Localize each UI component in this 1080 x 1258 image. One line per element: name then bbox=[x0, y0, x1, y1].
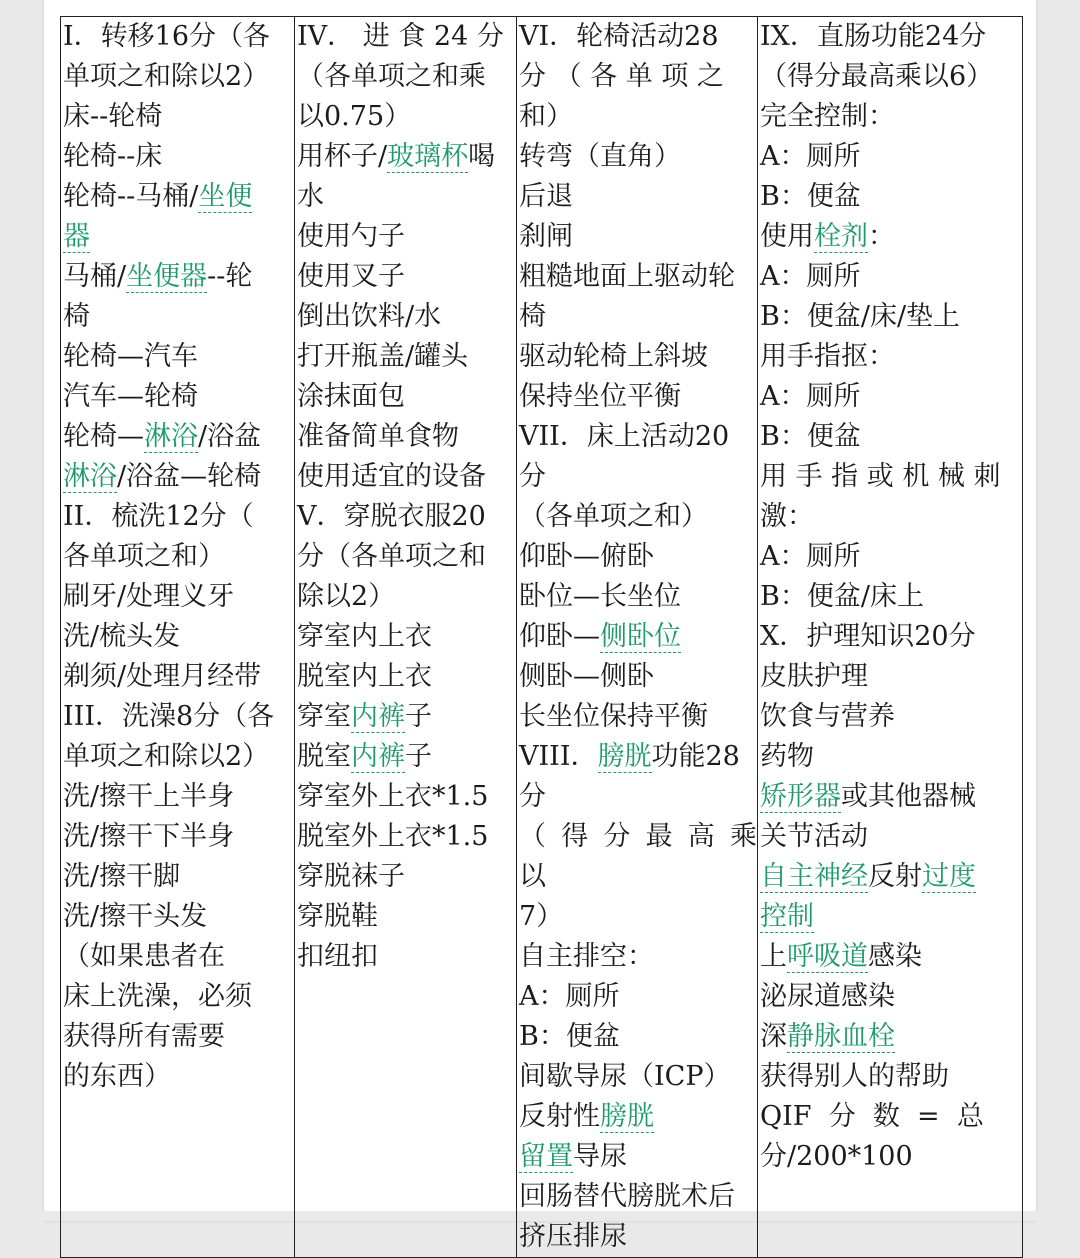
column-transfer-grooming-bathing bbox=[61, 17, 295, 1258]
text-span: 穿脱鞋 bbox=[297, 901, 378, 932]
table-line bbox=[760, 537, 1022, 577]
table-line bbox=[297, 297, 516, 337]
text-span: 使用 bbox=[760, 221, 814, 252]
text-span: 分（各单项之和 bbox=[297, 541, 486, 572]
text-span: B：便盆/床/垫上 bbox=[760, 301, 961, 332]
table-line bbox=[297, 937, 516, 977]
table-line bbox=[297, 337, 516, 377]
table-line bbox=[63, 977, 294, 1017]
text-span: /浴盆 bbox=[198, 421, 262, 452]
table-line bbox=[760, 1017, 1022, 1057]
table-line bbox=[519, 177, 757, 217]
text-span: 反射性 bbox=[519, 1101, 600, 1132]
text-span: 间歇导尿（ICP） bbox=[519, 1061, 731, 1092]
text-span: 使用叉子 bbox=[297, 261, 405, 292]
text-span: 子 bbox=[405, 741, 432, 772]
table-line bbox=[519, 817, 757, 897]
text-span: 饮食与营养 bbox=[760, 701, 895, 732]
text-span: 单项之和除以2） bbox=[63, 61, 270, 92]
text-span: 的东西） bbox=[63, 1061, 171, 1092]
text-span: IV． 进 食 24 分 bbox=[297, 21, 504, 52]
table-line bbox=[519, 1217, 757, 1257]
table-line bbox=[297, 897, 516, 937]
table-line bbox=[760, 977, 1022, 1017]
text-span: 穿室内上衣 bbox=[297, 621, 432, 652]
text-span: 椅 bbox=[63, 301, 90, 332]
keyword-link[interactable]: 淋浴 bbox=[144, 421, 198, 452]
text-span: 泌尿道感染 bbox=[760, 981, 895, 1012]
text-span: 或其他器械 bbox=[841, 781, 976, 812]
text-span: IX．直肠功能24分 bbox=[760, 21, 987, 52]
text-span: 感染 bbox=[868, 941, 922, 972]
text-span: 用杯子/ bbox=[297, 141, 388, 172]
table-line bbox=[519, 1017, 757, 1057]
keyword-link[interactable]: 坐便器 bbox=[126, 261, 208, 292]
text-span: V．穿脱衣服20 bbox=[297, 501, 486, 532]
text-span: 转弯（直角） bbox=[519, 141, 681, 172]
table-line bbox=[63, 137, 294, 177]
table-line bbox=[519, 1097, 757, 1137]
text-span: 使用适宜的设备 bbox=[297, 461, 486, 492]
table-line bbox=[297, 417, 516, 457]
table-line bbox=[519, 777, 757, 817]
table-line bbox=[63, 657, 294, 697]
table-line bbox=[63, 257, 294, 297]
text-span: 挤压排尿 bbox=[519, 1221, 627, 1252]
text-span: 马桶/ bbox=[63, 261, 127, 292]
table-line bbox=[63, 297, 294, 337]
table-line bbox=[519, 1057, 757, 1097]
qif-score-table bbox=[60, 16, 1023, 1258]
text-span: 长坐位保持平衡 bbox=[519, 701, 708, 732]
text-span: --轮 bbox=[207, 261, 253, 292]
text-span: 汽车—轮椅 bbox=[63, 381, 198, 412]
text-span: （ 得 分 最 高 乘 以 bbox=[519, 821, 757, 892]
table-line bbox=[63, 17, 294, 57]
text-span: 床上洗澡，必须 bbox=[63, 981, 252, 1012]
table-line bbox=[760, 657, 1022, 697]
text-span: 穿室外上衣*1.5 bbox=[297, 781, 489, 812]
table-line bbox=[63, 737, 294, 777]
table-line bbox=[519, 417, 757, 457]
text-span: A：厕所 bbox=[760, 541, 861, 572]
table-line bbox=[760, 817, 1022, 857]
table-line bbox=[760, 97, 1022, 137]
table-line bbox=[760, 1137, 1022, 1177]
text-span: （得分最高乘以6） bbox=[760, 61, 994, 92]
text-span: 涂抹面包 bbox=[297, 381, 405, 412]
table-line bbox=[519, 1137, 757, 1177]
table-line bbox=[63, 377, 294, 417]
text-span: 完全控制： bbox=[760, 101, 895, 132]
keyword-link[interactable]: 自主神经 bbox=[760, 861, 868, 892]
keyword-link[interactable]: 控制 bbox=[760, 901, 814, 932]
table-line bbox=[63, 217, 294, 257]
table-line bbox=[519, 897, 757, 937]
text-span: 子 bbox=[405, 701, 432, 732]
text-span: A：厕所 bbox=[760, 141, 861, 172]
text-span: B：便盆/床上 bbox=[760, 581, 924, 612]
table-line bbox=[297, 857, 516, 897]
table-line bbox=[519, 217, 757, 257]
text-span: A：厕所 bbox=[760, 261, 861, 292]
table-line bbox=[63, 337, 294, 377]
text-span: A：厕所 bbox=[519, 981, 620, 1012]
text-span: QIF 分 数 = 总 bbox=[760, 1101, 984, 1132]
text-span: 和） bbox=[519, 101, 573, 132]
table-line bbox=[760, 457, 1022, 497]
table-line bbox=[519, 1177, 757, 1217]
table-line bbox=[519, 377, 757, 417]
table-line bbox=[760, 377, 1022, 417]
text-span: 分 bbox=[519, 781, 546, 812]
table-line bbox=[63, 497, 294, 537]
table-line bbox=[63, 1057, 294, 1097]
table-line bbox=[297, 817, 516, 857]
keyword-link[interactable]: 留置 bbox=[519, 1141, 573, 1172]
text-span: 功能28 bbox=[651, 741, 740, 772]
text-span: 扣纽扣 bbox=[297, 941, 378, 972]
keyword-link[interactable]: 膀胱 bbox=[600, 1101, 654, 1132]
table-line bbox=[297, 617, 516, 657]
text-span: 用手指抠： bbox=[760, 341, 895, 372]
text-span: 卧位—长坐位 bbox=[519, 581, 681, 612]
keyword-link[interactable]: 过度 bbox=[922, 861, 976, 892]
text-span: 轮椅— bbox=[63, 421, 144, 452]
text-span: 轮椅--床 bbox=[63, 141, 163, 172]
table-line bbox=[760, 737, 1022, 777]
table-line bbox=[63, 417, 294, 457]
table-line bbox=[63, 697, 294, 737]
keyword-link[interactable]: 矫形器 bbox=[760, 781, 841, 812]
table-line bbox=[297, 777, 516, 817]
keyword-link[interactable]: 膀胱 bbox=[597, 741, 652, 772]
table-line bbox=[297, 537, 516, 577]
text-span: 导尿 bbox=[573, 1141, 627, 1172]
text-span: 反射 bbox=[868, 861, 922, 892]
table-line bbox=[63, 177, 294, 217]
table-line bbox=[760, 417, 1022, 457]
text-span: 脱室 bbox=[297, 741, 351, 772]
table-line bbox=[519, 617, 757, 657]
table-line bbox=[63, 897, 294, 937]
text-span: 轮椅—汽车 bbox=[63, 341, 198, 372]
table-line bbox=[519, 737, 757, 777]
table-line bbox=[519, 577, 757, 617]
table-line bbox=[760, 617, 1022, 657]
table-line bbox=[297, 737, 516, 777]
text-span: 关节活动 bbox=[760, 821, 868, 852]
text-span: 轮椅--马桶/ bbox=[63, 181, 199, 212]
keyword-link[interactable]: 淋浴 bbox=[63, 461, 117, 492]
text-span: 除以2） bbox=[297, 581, 396, 612]
text-span: 倒出饮料/水 bbox=[297, 301, 442, 332]
table-line bbox=[297, 697, 516, 737]
keyword-link[interactable]: 侧卧位 bbox=[600, 621, 681, 652]
keyword-link[interactable]: 器 bbox=[63, 221, 90, 252]
table-line bbox=[63, 457, 294, 497]
table-line bbox=[297, 177, 516, 217]
column-bowel-knowledge bbox=[758, 17, 1023, 1258]
text-span: 仰卧— bbox=[519, 621, 600, 652]
table-line bbox=[297, 57, 516, 97]
column-eating-dressing bbox=[295, 17, 517, 1258]
text-span: 皮肤护理 bbox=[760, 661, 868, 692]
keyword-link[interactable]: 内裤 bbox=[351, 741, 405, 772]
text-span: /浴盆—轮椅 bbox=[117, 461, 262, 492]
table-line bbox=[519, 937, 757, 977]
table-line bbox=[297, 137, 516, 177]
table-line bbox=[63, 937, 294, 977]
text-span: （如果患者在 bbox=[63, 941, 225, 972]
text-span: 深 bbox=[760, 1021, 787, 1052]
text-span: 驱动轮椅上斜坡 bbox=[519, 341, 708, 372]
text-span: 7） bbox=[519, 901, 564, 932]
table-line bbox=[63, 97, 294, 137]
table-line bbox=[519, 537, 757, 577]
table-line bbox=[519, 497, 757, 537]
text-span: III．洗澡8分（各 bbox=[63, 701, 275, 732]
text-span: X．护理知识20分 bbox=[760, 621, 976, 652]
keyword-link[interactable]: 栓剂 bbox=[814, 221, 868, 252]
text-span: 刷牙/处理义牙 bbox=[63, 581, 235, 612]
text-span: 后退 bbox=[519, 181, 573, 212]
table-line bbox=[760, 777, 1022, 817]
text-span: 穿室 bbox=[297, 701, 351, 732]
text-span: 刹闸 bbox=[519, 221, 573, 252]
text-span: 洗/擦干下半身 bbox=[63, 821, 235, 852]
text-span: VI．轮椅活动28 bbox=[519, 21, 719, 52]
table-line bbox=[519, 337, 757, 377]
table-line bbox=[297, 577, 516, 617]
table-line bbox=[297, 217, 516, 257]
table-line bbox=[63, 577, 294, 617]
text-span: I．转移16分（各 bbox=[63, 21, 271, 52]
text-span: 药物 bbox=[760, 741, 814, 772]
text-span: （各单项之和） bbox=[519, 501, 708, 532]
table-line bbox=[63, 57, 294, 97]
text-span: 保持坐位平衡 bbox=[519, 381, 681, 412]
text-span: 获得别人的帮助 bbox=[760, 1061, 949, 1092]
table-line bbox=[760, 17, 1022, 57]
table-line bbox=[760, 1057, 1022, 1097]
keyword-link[interactable]: 呼吸道 bbox=[787, 941, 868, 972]
text-span: 回肠替代膀胱术后 bbox=[519, 1181, 735, 1212]
text-span: 洗/擦干上半身 bbox=[63, 781, 235, 812]
text-span: 自主排空： bbox=[519, 941, 654, 972]
table-line bbox=[760, 857, 1022, 897]
table-line bbox=[519, 657, 757, 697]
table-line bbox=[63, 1017, 294, 1057]
text-span: VII．床上活动20 bbox=[519, 421, 730, 452]
text-span: VIII． bbox=[519, 741, 598, 772]
table-line bbox=[519, 697, 757, 737]
table-line bbox=[760, 577, 1022, 617]
text-span: 仰卧—俯卧 bbox=[519, 541, 654, 572]
text-span: 洗/擦干头发 bbox=[63, 901, 208, 932]
text-span: ： bbox=[868, 221, 895, 252]
text-span: 脱室外上衣*1.5 bbox=[297, 821, 489, 852]
table-line bbox=[63, 777, 294, 817]
table-line bbox=[760, 337, 1022, 377]
text-span: 分/200*100 bbox=[760, 1141, 913, 1172]
table-line bbox=[297, 497, 516, 537]
table-line bbox=[760, 257, 1022, 297]
text-span: 准备简单食物 bbox=[297, 421, 459, 452]
table-line bbox=[760, 697, 1022, 737]
table-line bbox=[297, 657, 516, 697]
text-span: 洗/梳头发 bbox=[63, 621, 181, 652]
table-line bbox=[63, 817, 294, 857]
text-span: 洗/擦干脚 bbox=[63, 861, 181, 892]
table-line bbox=[760, 897, 1022, 937]
table-line bbox=[297, 377, 516, 417]
table-line bbox=[297, 97, 516, 137]
table-line bbox=[519, 137, 757, 177]
table-line bbox=[760, 297, 1022, 337]
text-span: 分 （ 各 单 项 之 bbox=[519, 61, 724, 92]
text-span: 使用勺子 bbox=[297, 221, 405, 252]
table-line bbox=[519, 17, 757, 57]
text-span: II．梳洗12分（ bbox=[63, 501, 254, 532]
text-span: 上 bbox=[760, 941, 787, 972]
text-span: A：厕所 bbox=[760, 381, 861, 412]
text-span: 单项之和除以2） bbox=[63, 741, 270, 772]
keyword-link[interactable]: 内裤 bbox=[351, 701, 405, 732]
table-line bbox=[760, 497, 1022, 537]
keyword-link[interactable]: 玻璃杯 bbox=[387, 141, 469, 172]
text-span: 分 bbox=[519, 461, 546, 492]
table-line bbox=[760, 217, 1022, 257]
text-span: 激： bbox=[760, 501, 814, 532]
text-span: 剃须/处理月经带 bbox=[63, 661, 262, 692]
text-span: 床--轮椅 bbox=[63, 101, 163, 132]
table-line bbox=[760, 1097, 1022, 1137]
text-span: 脱室内上衣 bbox=[297, 661, 432, 692]
table-line bbox=[63, 857, 294, 897]
table-line bbox=[297, 457, 516, 497]
text-span: 穿脱袜子 bbox=[297, 861, 405, 892]
text-span: 侧卧—侧卧 bbox=[519, 661, 654, 692]
table-line bbox=[519, 457, 757, 497]
table-line bbox=[519, 297, 757, 337]
table-line bbox=[63, 537, 294, 577]
table-line bbox=[760, 137, 1022, 177]
table-line bbox=[760, 57, 1022, 97]
keyword-link[interactable]: 静脉血栓 bbox=[787, 1021, 895, 1052]
text-span: 粗糙地面上驱动轮 bbox=[519, 261, 735, 292]
text-span: 打开瓶盖/罐头 bbox=[297, 341, 469, 372]
text-span: B：便盆 bbox=[760, 421, 861, 452]
table-line bbox=[519, 977, 757, 1017]
table-line bbox=[519, 257, 757, 297]
text-span: B：便盆 bbox=[519, 1021, 620, 1052]
text-span: 各单项之和） bbox=[63, 541, 225, 572]
table-line bbox=[297, 17, 516, 57]
keyword-link[interactable]: 坐便 bbox=[198, 181, 253, 212]
text-span: B：便盆 bbox=[760, 181, 861, 212]
text-span: 用 手 指 或 机 械 刺 bbox=[760, 461, 1001, 492]
text-span: （各单项之和乘 bbox=[297, 61, 486, 92]
table-line bbox=[519, 97, 757, 137]
table-line bbox=[760, 937, 1022, 977]
text-span: 喝 bbox=[468, 141, 496, 172]
text-span: 以0.75） bbox=[297, 101, 412, 132]
table-line bbox=[63, 617, 294, 657]
table-line bbox=[760, 177, 1022, 217]
table-row bbox=[61, 17, 1023, 1258]
table-line bbox=[519, 57, 757, 97]
text-span: 椅 bbox=[519, 301, 546, 332]
text-span: 水 bbox=[297, 181, 324, 212]
column-wheelchair-bed-bladder bbox=[517, 17, 758, 1258]
text-span: 获得所有需要 bbox=[63, 1021, 225, 1052]
table-line bbox=[297, 257, 516, 297]
